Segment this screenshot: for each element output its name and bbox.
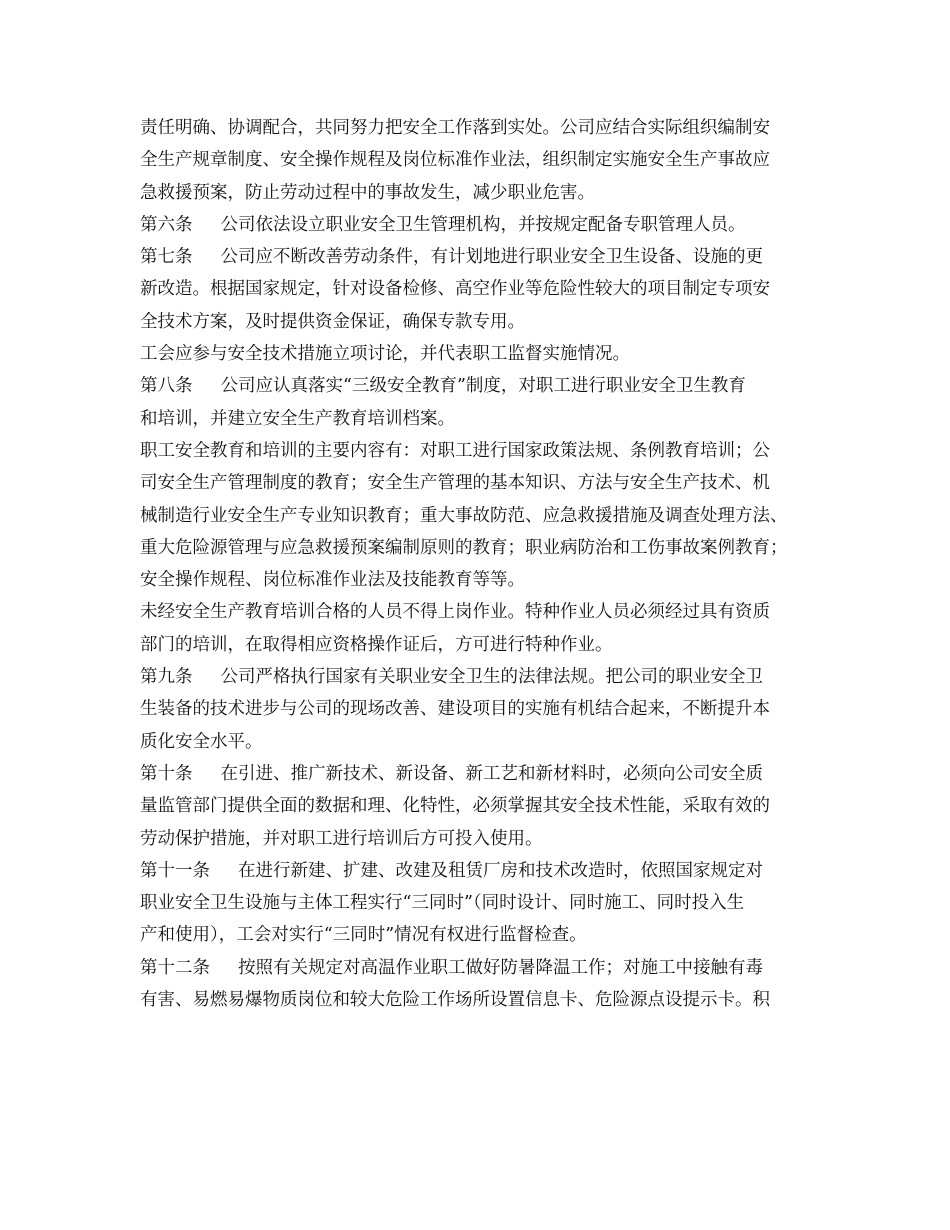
text-line	[140, 887, 820, 919]
line-text: 全生产规章制度、安全操作规程及岗位标准作业法，组织制定实施安全生产事故应	[140, 150, 770, 171]
line-text: 公司应认真落实“三级安全教育”制度，对职工进行职业安全卫生教育	[220, 376, 746, 397]
line-text: 械制造行业安全生产专业知识教育；重大事故防范、应急救援措施及调查处理方法、	[140, 505, 788, 526]
text-line	[140, 467, 820, 499]
article-number: 第十一条	[140, 860, 210, 881]
text-line	[140, 919, 820, 951]
text-line	[140, 112, 820, 144]
article-number: 第八条	[140, 376, 193, 397]
article-line	[140, 758, 820, 790]
line-text: 重大危险源管理与应急救援预案编制原则的教育；职业病防治和工伤事故案例教育；	[140, 537, 788, 558]
line-text: 急救援预案，防止劳动过程中的事故发生，减少职业危害。	[140, 182, 595, 203]
text-line	[140, 790, 820, 822]
article-number: 第十二条	[140, 957, 210, 978]
article-line	[140, 661, 820, 693]
text-line	[140, 403, 820, 435]
line-text: 产和使用），工会对实行“三同时”情况有权进行监督检查。	[140, 925, 587, 946]
article-number: 第七条	[140, 247, 193, 268]
line-text: 按照有关规定对高温作业职工做好防暑降温工作；对施工中接触有毒	[238, 957, 763, 978]
text-line	[140, 629, 820, 661]
line-text: 质化安全水平。	[140, 731, 263, 752]
line-text: 在引进、推广新技术、新设备、新工艺和新材料时，必须向公司安全质	[220, 763, 763, 784]
document-body	[140, 112, 820, 1016]
text-line	[140, 144, 820, 176]
line-text: 和培训，并建立安全生产教育培训档案。	[140, 408, 455, 429]
text-line	[140, 693, 820, 725]
line-text: 在进行新建、扩建、改建及租赁厂房和技术改造时，依照国家规定对	[238, 860, 763, 881]
text-line	[140, 500, 820, 532]
line-text: 新改造。根据国家规定，针对设备检修、高空作业等危险性较大的项目制定专项安	[140, 279, 770, 300]
text-line	[140, 306, 820, 338]
line-text: 未经安全生产教育培训合格的人员不得上岗作业。特种作业人员必须经过具有资质	[140, 602, 770, 623]
article-number: 第十条	[140, 763, 193, 784]
line-text: 职工安全教育和培训的主要内容有：对职工进行国家政策法规、条例教育培训；公	[140, 440, 770, 461]
text-line	[140, 823, 820, 855]
line-text: 责任明确、协调配合，共同努力把安全工作落到实处。公司应结合实际组织编制安	[140, 118, 770, 138]
line-text: 部门的培训，在取得相应资格操作证后，方可进行特种作业。	[140, 634, 613, 655]
line-text: 全技术方案，及时提供资金保证，确保专款专用。	[140, 311, 525, 332]
line-text: 职业安全卫生设施与主体工程实行“三同时”（同时设计、同时施工、同时投入生	[140, 893, 745, 914]
article-number: 第九条	[140, 667, 193, 688]
text-line	[140, 564, 820, 596]
line-text: 劳动保护措施，并对职工进行培训后方可投入使用。	[140, 828, 543, 849]
text-line	[140, 338, 820, 370]
text-line	[140, 177, 820, 209]
line-text: 生装备的技术进步与公司的现场改善、建设项目的实施有机结合起来，不断提升本	[140, 699, 770, 720]
article-line	[140, 370, 820, 402]
article-line	[140, 952, 820, 984]
article-number: 第六条	[140, 214, 193, 235]
line-text: 工会应参与安全技术措施立项讨论，并代表职工监督实施情况。	[140, 344, 630, 365]
article-line	[140, 241, 820, 273]
text-line	[140, 532, 820, 564]
line-text: 司安全生产管理制度的教育；安全生产管理的基本知识、方法与安全生产技术、机	[140, 473, 770, 494]
text-line	[140, 984, 820, 1016]
text-line	[140, 726, 820, 758]
line-text: 量监管部门提供全面的数据和理、化特性，必须掌握其安全技术性能，采取有效的	[140, 796, 770, 817]
line-text: 公司应不断改善劳动条件，有计划地进行职业安全卫生设备、设施的更	[220, 247, 763, 268]
article-line	[140, 855, 820, 887]
article-line	[140, 209, 820, 241]
text-line	[140, 435, 820, 467]
line-text: 有害、易燃易爆物质岗位和较大危险工作场所设置信息卡、危险源点设提示卡。积	[140, 990, 770, 1011]
line-text: 公司严格执行国家有关职业安全卫生的法律法规。把公司的职业安全卫	[220, 667, 763, 688]
line-text: 公司依法设立职业安全卫生管理机构，并按规定配备专职管理人员。	[220, 214, 746, 235]
line-text: 安全操作规程、岗位标准作业法及技能教育等等。	[140, 570, 525, 591]
text-line	[140, 596, 820, 628]
text-line	[140, 273, 820, 305]
